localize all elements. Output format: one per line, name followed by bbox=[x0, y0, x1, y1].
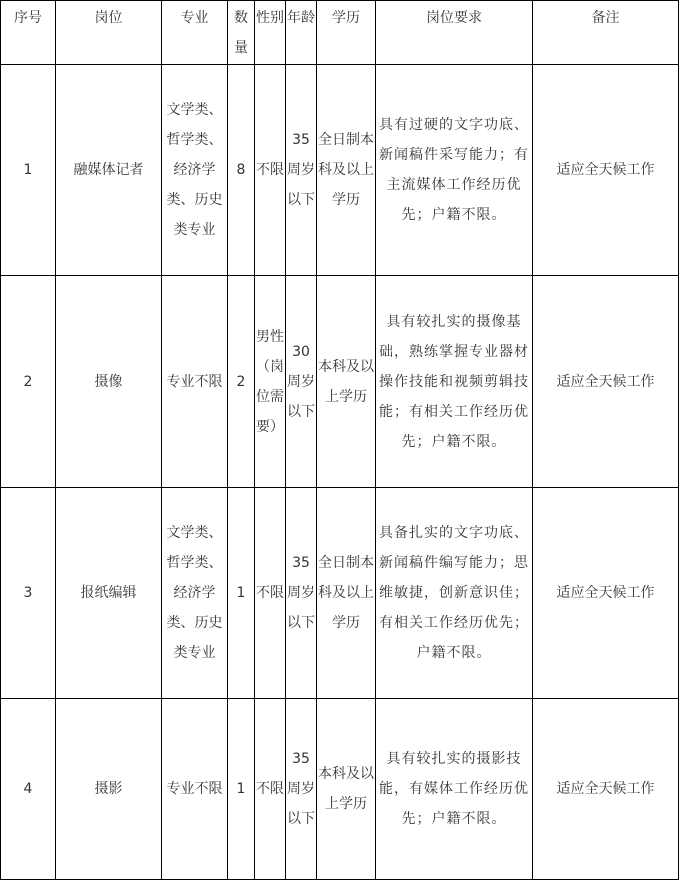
cell-major: 文学类、哲学类、经济学类、历史类专业 bbox=[162, 65, 228, 276]
cell-age: 30周岁以下 bbox=[286, 276, 317, 488]
cell-requirements: 具有较扎实的摄影技能，有媒体工作经历优先；户籍不限。 bbox=[376, 699, 533, 880]
cell-no: 3 bbox=[1, 488, 56, 699]
cell-major: 专业不限 bbox=[162, 276, 228, 488]
cell-age: 35周岁以下 bbox=[286, 65, 317, 276]
cell-education: 全日制本科及以上学历 bbox=[317, 65, 376, 276]
header-major: 专业 bbox=[162, 1, 228, 65]
header-requirements: 岗位要求 bbox=[376, 1, 533, 65]
cell-count: 2 bbox=[228, 276, 255, 488]
cell-gender: 不限 bbox=[255, 65, 286, 276]
cell-no: 2 bbox=[1, 276, 56, 488]
cell-education: 本科及以上学历 bbox=[317, 276, 376, 488]
header-remarks: 备注 bbox=[533, 1, 679, 65]
cell-remarks: 适应全天候工作 bbox=[533, 699, 679, 880]
header-gender: 性别 bbox=[255, 1, 286, 65]
table-row bbox=[1, 699, 679, 880]
cell-remarks: 适应全天候工作 bbox=[533, 276, 679, 488]
cell-major: 专业不限 bbox=[162, 699, 228, 880]
cell-requirements: 具备扎实的文字功底、新闻稿件编写能力；思维敏捷，创新意识佳；有相关工作经历优先；户籍不限。 bbox=[376, 488, 533, 699]
cell-major: 文学类、哲学类、经济学类、历史类专业 bbox=[162, 488, 228, 699]
cell-education: 本科及以上学历 bbox=[317, 699, 376, 880]
table-header-row bbox=[1, 1, 679, 65]
table-row bbox=[1, 488, 679, 699]
cell-gender: 不限 bbox=[255, 699, 286, 880]
header-age: 年龄 bbox=[286, 1, 317, 65]
table-row bbox=[1, 65, 679, 276]
cell-gender: 不限 bbox=[255, 488, 286, 699]
cell-count: 1 bbox=[228, 699, 255, 880]
cell-requirements: 具有较扎实的摄像基础，熟练掌握专业器材操作技能和视频剪辑技能；有相关工作经历优先；户籍不限。 bbox=[376, 276, 533, 488]
cell-remarks: 适应全天候工作 bbox=[533, 488, 679, 699]
cell-requirements: 具有过硬的文字功底、新闻稿件采写能力；有主流媒体工作经历优先；户籍不限。 bbox=[376, 65, 533, 276]
cell-position: 摄像 bbox=[56, 276, 162, 488]
cell-position: 融媒体记者 bbox=[56, 65, 162, 276]
header-no: 序号 bbox=[1, 1, 56, 65]
cell-position: 报纸编辑 bbox=[56, 488, 162, 699]
cell-no: 1 bbox=[1, 65, 56, 276]
header-count: 数量 bbox=[228, 1, 255, 65]
header-position: 岗位 bbox=[56, 1, 162, 65]
cell-age: 35周岁以下 bbox=[286, 488, 317, 699]
cell-count: 1 bbox=[228, 488, 255, 699]
table-row bbox=[1, 276, 679, 488]
cell-education: 全日制本科及以上学历 bbox=[317, 488, 376, 699]
cell-count: 8 bbox=[228, 65, 255, 276]
cell-age: 35周岁以下 bbox=[286, 699, 317, 880]
cell-gender: 男性（岗位需要） bbox=[255, 276, 286, 488]
cell-remarks: 适应全天候工作 bbox=[533, 65, 679, 276]
header-education: 学历 bbox=[317, 1, 376, 65]
cell-position: 摄影 bbox=[56, 699, 162, 880]
cell-no: 4 bbox=[1, 699, 56, 880]
